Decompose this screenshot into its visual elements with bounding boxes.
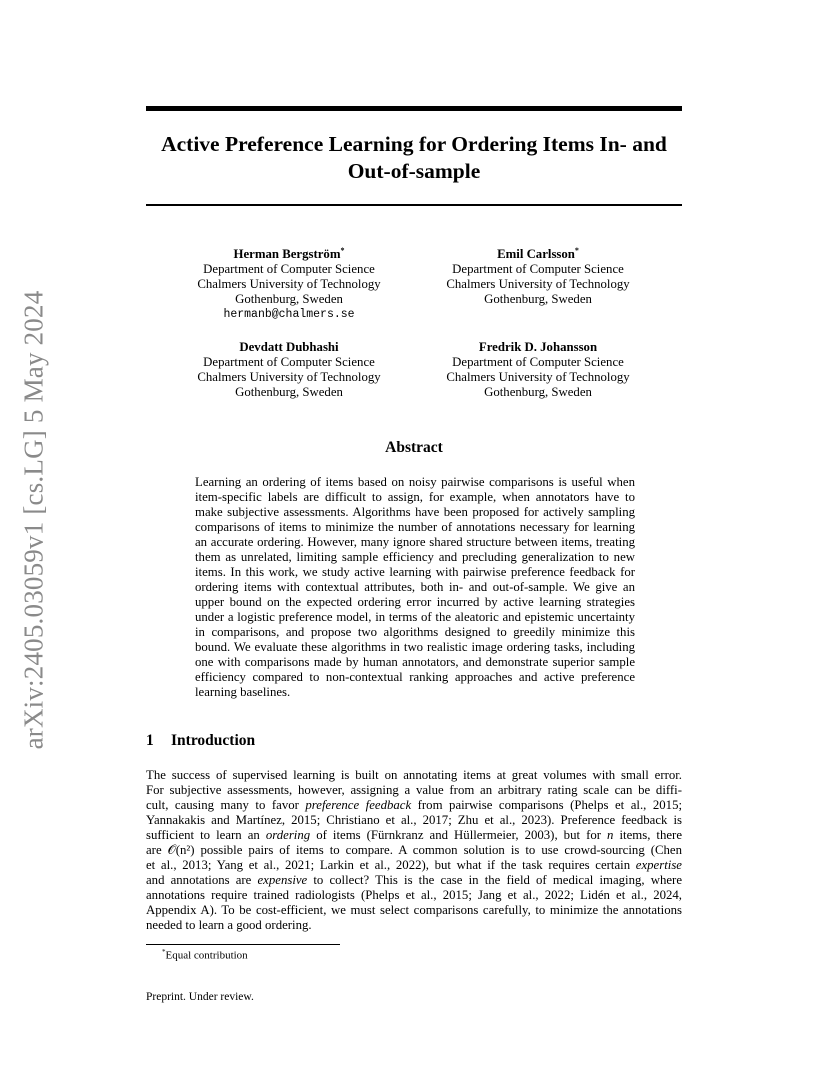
section-heading-introduction: [146, 732, 255, 750]
abstract-body: Learning an ordering of items based on noisy pairwise comparisons is useful when item-specific labels are difficult to assign, for example, when annotators have to make subjective assessments. Algorithms have been proposed for actively sampling comparisons of items to minimize the number of annotations necessary for learning an accurate ordering. However, many ignore shared structure between items, treating them as unrelated, limiting sample efficiency and precluding generalization to new items. In this work, we study active learning with pairwise preference feedback for ordering items with contextual attributes, both in- and out-of-sample. We give an upper bound on the expected ordering error incurred by active learning strategies under a logistic preference model, in terms of the aleatoric and epistemic uncertainty in comparisons, and propose two algorithms designed to greedily minimize this bound. We evaluate these algorithms in two realistic image ordering tasks, including one with comparisons made by human annotators, and demonstrate superior sample efficiency compared to non-contextual ranking approaches and active preference learning baselines.: [195, 475, 635, 699]
author-name: Herman Bergström*: [233, 246, 345, 261]
author-name: Fredrik D. Johansson: [478, 340, 598, 354]
author-univ: Chalmers University of Technology: [197, 277, 381, 291]
author-block-4: [413, 340, 663, 400]
author-city: Gothenburg, Sweden: [484, 292, 592, 306]
author-dept: Department of Computer Science: [452, 355, 624, 369]
author-dept: Department of Computer Science: [203, 262, 375, 276]
author-name: Emil Carlsson*: [497, 246, 579, 261]
title-top-rule: [146, 106, 682, 111]
section-title: Introduction: [171, 732, 256, 749]
footnote: *Equal contribution: [162, 948, 248, 962]
intro-line: et al., 2013; Yang et al., 2021; Larkin et al., 2022), but what if the task requires certain expertise: [146, 858, 682, 872]
title-line-2: Out-of-sample: [347, 159, 481, 183]
author-city: Gothenburg, Sweden: [235, 292, 343, 306]
author-city: Gothenburg, Sweden: [235, 385, 343, 399]
intro-line: and annotations are expensive to collect? This is the case in the field of medical imaging, where: [146, 873, 682, 887]
arxiv-id-text: arXiv:2405.03059v1 [cs.LG] 5 May 2024: [18, 290, 49, 750]
intro-line: The success of supervised learning is built on annotating items at great volumes with small error.: [146, 768, 682, 782]
paper-title: [146, 131, 682, 185]
title-line-1: Active Preference Learning for Ordering Items In- and: [161, 132, 667, 156]
intro-line: Yannakakis and Martínez, 2015; Christiano et al., 2017; Zhu et al., 2023). Preference feedback is: [146, 813, 682, 827]
author-univ: Chalmers University of Technology: [197, 370, 381, 384]
intro-line: cult, causing many to favor preference feedback from pairwise comparisons (Phelps et al., 2015;: [146, 798, 683, 812]
author-dept: Department of Computer Science: [203, 355, 375, 369]
author-univ: Chalmers University of Technology: [446, 370, 630, 384]
author-name: Devdatt Dubhashi: [239, 340, 339, 354]
intro-line: Appendix A). To be cost-efficient, we must select comparisons carefully, to minimize the annotations: [146, 903, 682, 917]
author-email[interactable]: hermanb@chalmers.se: [223, 308, 355, 321]
arxiv-side-stamp: [4, 285, 64, 755]
author-block-1: [164, 243, 414, 322]
author-dept: Department of Computer Science: [452, 262, 624, 276]
preprint-note: Preprint. Under review.: [146, 991, 254, 1003]
author-block-2: [413, 243, 663, 307]
intro-line: For subjective assessments, however, assigning a value from an arbitrary rating scale can be diffi-: [146, 783, 682, 797]
intro-line: are 𝒪(n²) possible pairs of items to compare. A common solution is to use crowd-sourcing (Chen: [146, 843, 682, 857]
author-univ: Chalmers University of Technology: [446, 277, 630, 291]
title-bottom-rule: [146, 204, 682, 206]
author-block-3: [164, 340, 414, 400]
intro-line: needed to learn a good ordering.: [146, 918, 312, 932]
intro-line: annotations require trained radiologists (Phelps et al., 2015; Jang et al., 2022; Lidén et al., 2024,: [146, 888, 682, 902]
footnote-rule: [146, 944, 340, 945]
introduction-body: [146, 768, 682, 933]
author-city: Gothenburg, Sweden: [484, 385, 592, 399]
abstract-heading: Abstract: [385, 439, 443, 456]
section-number: 1: [146, 732, 154, 749]
intro-line: sufficient to learn an ordering of items (Fürnkranz and Hüllermeier, 2003), but for n items, there: [146, 828, 683, 842]
